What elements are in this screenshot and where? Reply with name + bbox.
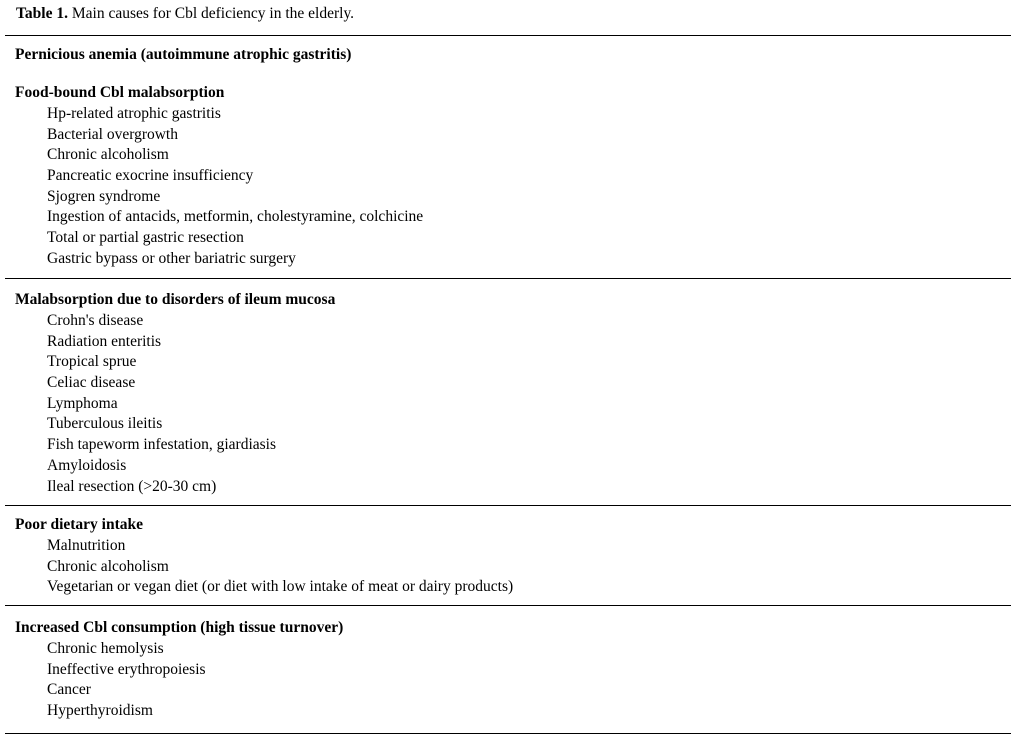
table-caption-label: Table 1. xyxy=(16,5,68,22)
section-divider xyxy=(5,278,1011,279)
list-item: Ineffective erythropoiesis xyxy=(47,660,206,678)
list-item: Fish tapeworm infestation, giardiasis xyxy=(47,436,277,454)
section-list-poor-dietary-intake xyxy=(47,536,513,598)
section-list-food-bound xyxy=(47,104,423,270)
list-item: Malnutrition xyxy=(47,537,126,554)
list-item: Chronic alcoholism xyxy=(47,146,169,164)
list-item: Ingestion of antacids, metformin, cholestyramine, colchicine xyxy=(47,208,424,226)
section-heading-food-bound: Food-bound Cbl malabsorption xyxy=(15,84,225,101)
section-heading-increased-consumption: Increased Cbl consumption (high tissue turnover) xyxy=(15,619,344,636)
section-list-ileum-malabsorption xyxy=(47,311,276,497)
list-item: Gastric bypass or other bariatric surgery xyxy=(47,249,296,267)
list-item: Bacterial overgrowth xyxy=(47,125,178,143)
table-caption-text: Main causes for Cbl deficiency in the elderly. xyxy=(67,5,355,22)
list-item: Vegetarian or vegan diet (or diet with low intake of meat or dairy products) xyxy=(47,578,514,596)
list-item: Radiation enteritis xyxy=(47,332,162,350)
list-item: Amyloidosis xyxy=(47,456,127,474)
list-item: Lymphoma xyxy=(47,394,118,412)
list-item: Total or partial gastric resection xyxy=(47,229,244,247)
list-item: Tuberculous ileitis xyxy=(47,415,163,433)
section-heading-poor-dietary-intake: Poor dietary intake xyxy=(15,516,144,533)
section-list-increased-consumption xyxy=(47,639,206,722)
table-caption xyxy=(16,4,354,24)
list-item: Chronic alcoholism xyxy=(47,557,169,575)
section-divider xyxy=(5,605,1011,606)
section-heading-pernicious-anemia: Pernicious anemia (autoimmune atrophic gastritis) xyxy=(15,46,352,63)
list-item: Sjogren syndrome xyxy=(47,187,161,205)
table-top-rule xyxy=(5,35,1011,36)
section-divider xyxy=(5,505,1011,506)
list-item: Crohn's disease xyxy=(47,312,144,329)
list-item: Tropical sprue xyxy=(47,353,137,371)
list-item: Hp-related atrophic gastritis xyxy=(47,105,221,122)
table-bottom-rule xyxy=(5,733,1011,734)
section-heading-ileum-malabsorption: Malabsorption due to disorders of ileum mucosa xyxy=(15,291,336,308)
list-item: Pancreatic exocrine insufficiency xyxy=(47,167,254,185)
list-item: Celiac disease xyxy=(47,374,136,392)
list-item: Hyperthyroidism xyxy=(47,702,153,720)
list-item: Chronic hemolysis xyxy=(47,640,164,657)
list-item: Ileal resection (>20-30 cm) xyxy=(47,477,217,495)
list-item: Cancer xyxy=(47,681,91,699)
